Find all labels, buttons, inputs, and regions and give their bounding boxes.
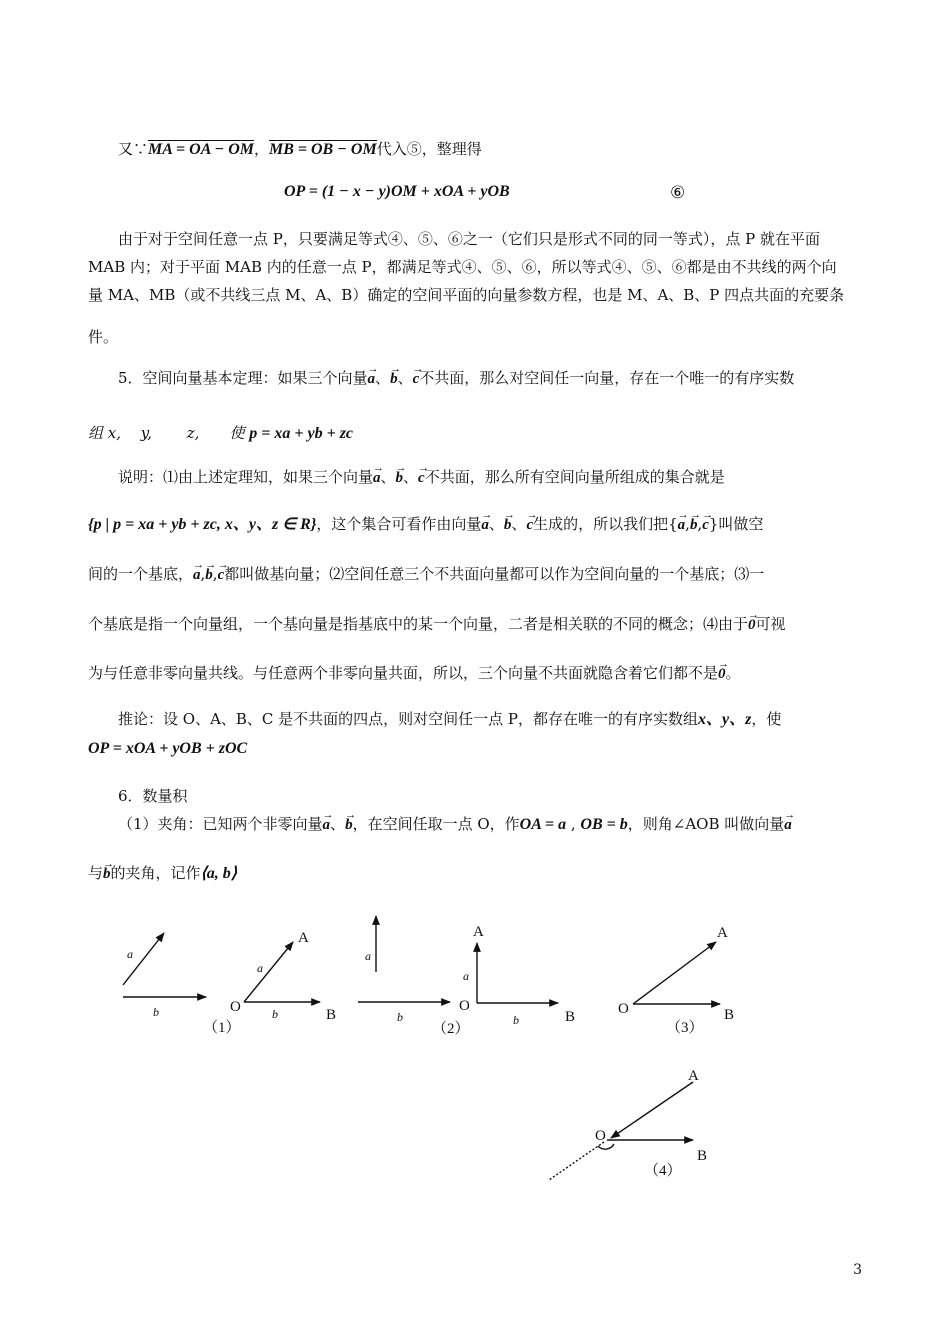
label-o: O (459, 998, 470, 1014)
angle-definition-line-1: （1）夹角：已知两个非零向量→ a、→ b，在空间任取一点 O，作OA = a , OB = b，则角∠AOB 叫做向量→ a (118, 813, 792, 836)
fig4-ray-a (611, 1082, 693, 1138)
vector-c: → c (418, 467, 425, 489)
corollary-line-1 (118, 708, 781, 731)
vector-c: → c (413, 368, 420, 390)
vector-b: → b (390, 368, 398, 390)
separator: 、 (488, 515, 504, 533)
label-b-point: B (565, 1009, 576, 1025)
section-6-title: 6．数量积 (118, 787, 188, 805)
label-b: b (513, 1013, 519, 1027)
label-a: a (463, 969, 469, 983)
angle-text: ，则角∠AOB 叫做向量 (627, 815, 785, 833)
note-line-3: 间的一个基底，→ a,→ b,→ c都叫做基向量；⑵空间任意三个不共面向量都可以作为空间向量的一个基底；⑶一 (88, 563, 764, 586)
label-a: a (127, 947, 133, 961)
vector-c: → c (526, 514, 533, 536)
label-b-point: B (697, 1148, 708, 1164)
zero-vector: → 0 (718, 663, 726, 685)
separator: 、 (511, 515, 527, 533)
label-a: a (365, 949, 371, 963)
separator: 、 (380, 468, 396, 486)
figure-4-caption: （4） (644, 1163, 682, 1179)
note-rest: 不共面，那么所有空间向量所组成的集合就是 (424, 468, 725, 486)
equation-op-decomposition: OP = xOA + yOB + zOC (88, 740, 248, 757)
ob-equals-b: OB = b (580, 816, 628, 833)
vector-a: → a (481, 514, 489, 536)
theorem-5-line-1 (118, 367, 794, 390)
label-a-point: A (717, 925, 728, 941)
separator: 、 (330, 815, 346, 833)
para-2-line-1: 由于对于空间任意一点 P，只要满足等式④、⑤、⑥之一（它们只是形式不同的同一等式），点 P 就在平面 (118, 230, 820, 248)
vector-c: → c (702, 514, 709, 536)
vector-b: → b (396, 467, 404, 489)
label-o: O (618, 1001, 629, 1017)
theorem-5-group-text: 组 x, y, z, 使 (88, 424, 245, 442)
angle-definition-line-2 (88, 862, 237, 885)
equation-mb: MB = OB − OM (268, 141, 377, 158)
substitution-line (118, 138, 482, 161)
angle-text: 与 (88, 864, 104, 882)
vector-a: → a (323, 814, 331, 836)
note-text: 都叫做基向量；⑵空间任意三个不共面向量都可以作为空间向量的一个基底；⑶一 (224, 565, 765, 583)
label-o: O (595, 1128, 606, 1144)
oa-equals-a: OA = a (519, 816, 567, 833)
label-a-point: A (688, 1068, 699, 1084)
note-text: ，这个集合可看作由向量 (316, 515, 482, 533)
substitute-text: 代入⑤，整理得 (376, 140, 482, 158)
label-a: a (257, 961, 263, 975)
vector-c: → c (218, 564, 225, 586)
vector-a: → a (193, 564, 201, 586)
note-line-5 (88, 662, 741, 685)
label-o: O (230, 999, 241, 1015)
vector-b: → b (205, 564, 213, 586)
para-2-line-4: 件。 (88, 328, 119, 346)
separator: 、 (403, 468, 419, 486)
note-text: 个基底是指一个向量组，一个基向量是指基底中的某一个向量，二者是相关联的不同的概念；⑷由于 (88, 615, 749, 633)
angle-text: 的夹角，记作 (110, 864, 201, 882)
fig1-ray-a (244, 942, 293, 1002)
equation-6-number: ⑥ (670, 183, 686, 203)
vector-b: → b (690, 514, 698, 536)
note-line-4 (88, 613, 786, 636)
theorem-5-line-2 (88, 422, 353, 445)
para-2-line-3: 量 MA、MB（或不共线三点 M、A、B）确定的空间平面的向量参数方程，也是 M、A、B、P 四点共面的充要条 (88, 286, 845, 304)
theorem-5-rest: 不共面，那么对空间任一向量，存在一个唯一的有序实数 (419, 369, 795, 387)
vector-b: → b (504, 514, 512, 536)
note-text: 可视 (755, 615, 786, 633)
note-text: }叫做空 (708, 515, 764, 533)
xyz-symbols: x、y、z (698, 711, 752, 728)
label-b-point: B (326, 1007, 337, 1023)
note-intro: 说明：⑴由上述定理知，如果三个向量 (118, 468, 374, 486)
since-symbol-text: 又∵ (118, 140, 149, 158)
label-b: b (397, 1010, 403, 1024)
note-text: 间的一个基底， (88, 565, 194, 583)
label-b-point: B (724, 1007, 735, 1023)
label-b: b (153, 1005, 159, 1019)
angle-notation: ⟨a, b⟩ (200, 865, 238, 882)
note-text: 为与任意非零向量共线。与任意两个非零向量共面，所以，三个向量不共面就隐含着它们都不是 (88, 664, 719, 682)
corollary-text: 推论：设 O、A、B、C 是不共面的四点，则对空间任一点 P，都存在唯一的有序实数组 (118, 710, 699, 728)
label-b: b (272, 1007, 278, 1021)
label-a-point: A (298, 930, 309, 946)
comma: ， (253, 140, 269, 158)
equation-6 (284, 180, 510, 203)
theorem-5-intro: 5．空间向量基本定理：如果三个向量 (118, 369, 368, 387)
vector-a: → a (784, 814, 792, 836)
note-line-2: {p | p = xa + yb + zc, x、y、z ∈ R}，这个集合可看作由向量→ a、→ b、→ c生成的，所以我们把{→ a,→ b,→ c}叫做空 (88, 513, 763, 536)
angle-text: （1）夹角：已知两个非零向量 (118, 815, 323, 833)
label-a-point: A (473, 924, 484, 940)
separator: 、 (375, 369, 391, 387)
fig3-ray-a (633, 942, 716, 1004)
note-text: 。 (725, 664, 741, 682)
separator: 、 (397, 369, 413, 387)
figure-1-caption: （1） (203, 1020, 241, 1036)
page-number: 3 (853, 1262, 862, 1278)
fig4-extension (549, 1142, 604, 1180)
para-2-line-2: MAB 内；对于平面 MAB 内的任意一点 P，都满足等式④、⑤、⑥，所以等式④、⑤、⑥都是由不共线的两个向 (88, 258, 837, 276)
vector-set-expression: {p | p = xa + yb + zc, x、y、z ∈ R} (88, 516, 317, 533)
note-line-1 (118, 466, 725, 489)
vector-b: → b (345, 814, 353, 836)
vector-a: → a (373, 467, 381, 489)
note-text: 生成的，所以我们把{ (533, 515, 678, 533)
vector-a: → a (368, 368, 376, 390)
vector-b: → b (103, 863, 111, 885)
zero-vector: → 0 (748, 614, 756, 636)
angle-text: ，在空间任取一点 O，作 (352, 815, 520, 833)
vector-a: → a (678, 514, 686, 536)
figure-2-caption: （2） (432, 1021, 470, 1037)
corollary-equation (88, 737, 247, 760)
corollary-text: ，使 (751, 710, 782, 728)
equation-6-formula: OP = (1 − x − y)OM + xOA + yOB (284, 183, 510, 200)
equation-p-decomposition: p = xa + yb + zc (249, 425, 354, 442)
figure-3-caption: （3） (666, 1020, 704, 1036)
equation-ma: MA = OA − OM (148, 141, 254, 158)
angle-figures (0, 900, 950, 1200)
